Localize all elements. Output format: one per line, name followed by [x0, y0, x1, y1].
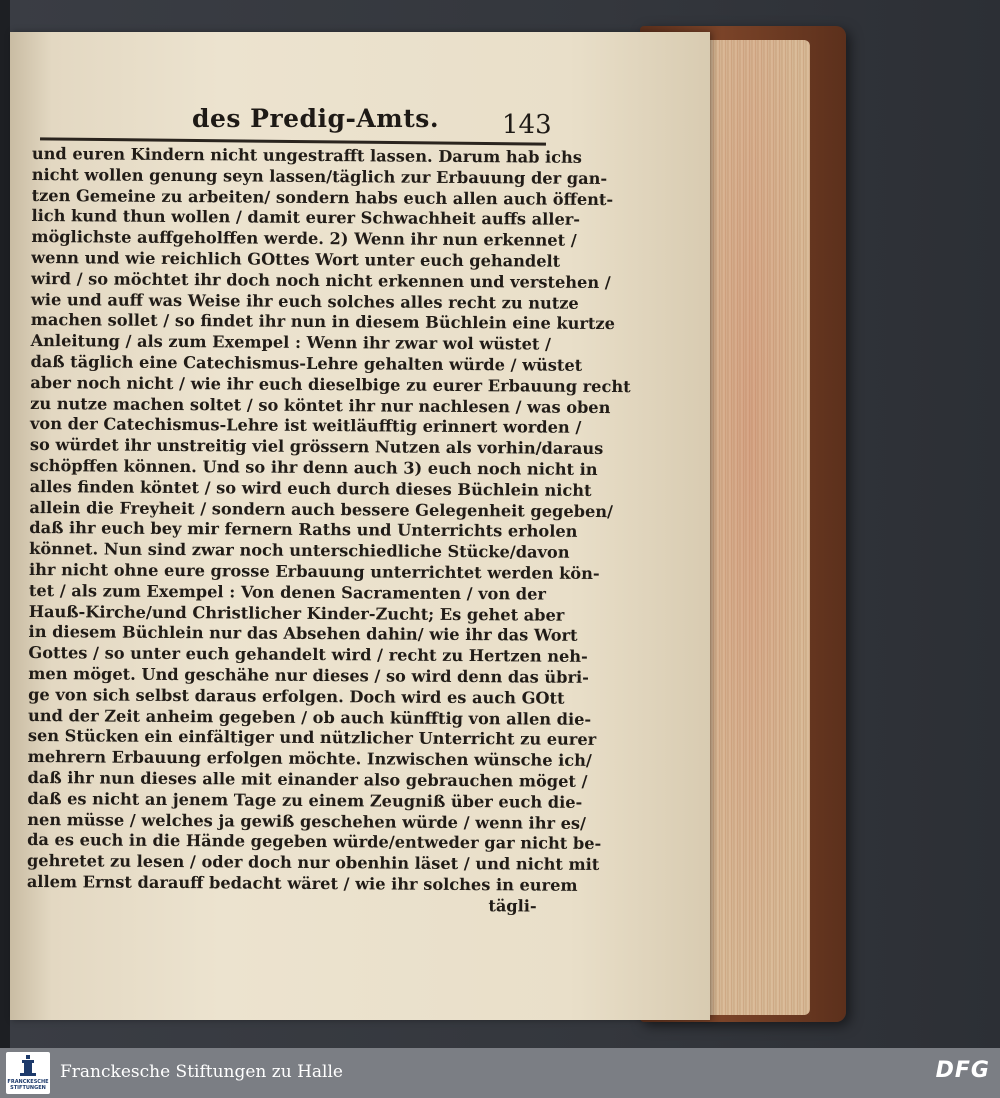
text-line: gehretet zu lesen / oder doch nur obenhin läset / und nicht mit: [26, 851, 600, 875]
institution-name[interactable]: Franckesche Stiftungen zu Halle: [60, 1062, 343, 1082]
text-line: ihr nicht ohne eure grosse Erbauung unterrichtet werden kön-: [28, 559, 600, 583]
text-line: tägli-: [488, 895, 537, 916]
text-line: wird / so möchtet ihr doch noch nicht erkennen und verstehen /: [30, 268, 611, 292]
text-line: men möget. Und geschähe nur dieses / so wird denn das übri-: [28, 663, 589, 687]
text-line: wie und auff was Weise ihr euch solches alles recht zu nutze: [30, 289, 579, 313]
text-line: so würdet ihr unstreitig viel grössern Nutzen als vorhin/daraus: [29, 435, 604, 459]
text-line: lich kund thun wollen / damit eurer Schwachheit auffs aller-: [31, 206, 581, 230]
franckesche-logo[interactable]: [6, 1052, 50, 1094]
text-line: Gottes / so unter euch gehandelt wird / recht zu Hertzen neh-: [28, 643, 588, 667]
text-line: daß ihr euch bey mir fernern Raths und Unterrichts erholen: [29, 518, 578, 542]
institution-emblem-icon: [19, 1055, 37, 1077]
dfg-logo[interactable]: DFG: [935, 1058, 990, 1083]
text-line: sen Stücken ein einfältiger und nützlicher Unterricht zu eurer: [27, 726, 597, 750]
left-margin-strip: [0, 0, 10, 1048]
text-line: alles finden köntet / so wird euch durch dieses Büchlein nicht: [29, 476, 592, 500]
text-line: daß täglich eine Catechismus-Lehre gehalten würde / wüstet: [30, 351, 583, 375]
text-line: machen sollet / so findet ihr nun in diesem Büchlein eine kurtze: [30, 310, 615, 334]
logo-caption: [6, 1079, 50, 1091]
text-line: zu nutze machen soltet / so köntet ihr nur nachlesen / was oben: [30, 393, 611, 417]
text-line: möglichste auffgeholffen werde. 2) Wenn ihr nun erkennet /: [31, 227, 577, 250]
text-line: Hauß-Kirche/und Christlicher Kinder-Zucht; Es gehet aber: [28, 601, 565, 625]
text-line: allein die Freyheit / sondern auch bessere Gelegenheit gegeben/: [29, 497, 614, 521]
text-line: daß ihr nun dieses alle mit einander also gebrauchen möget /: [27, 767, 588, 791]
text-line: nen müsse / welches ja gewiß geschehen würde / wenn ihr es/: [27, 809, 587, 833]
text-line: könnet. Nun sind zwar noch unterschiedliche Stücke/davon: [29, 539, 570, 562]
text-line: schöpffen können. Und so ihr denn auch 3) euch noch nicht in: [29, 455, 598, 479]
text-line: daß es nicht an jenem Tage zu einem Zeugniß über euch die-: [27, 788, 583, 812]
text-line: ge von sich selbst daraus erfolgen. Doch wird es auch GOtt: [28, 684, 565, 708]
text-line: und der Zeit anheim gegeben / ob auch künfftig von allen die-: [27, 705, 592, 729]
text-line: nicht wollen genung seyn lassen/täglich zur Erbauung der gan-: [31, 164, 608, 188]
text-line: tzen Gemeine zu arbeiten/ sondern habs euch allen auch öffent-: [31, 185, 614, 209]
text-line: tet / als zum Exempel : Von denen Sacramenten / von der: [28, 580, 547, 604]
text-line: mehrern Erbauung erfolgen möchte. Inzwischen wünsche ich/: [27, 747, 592, 771]
page-header: [40, 82, 550, 142]
running-title: des Predig-Amts.: [192, 104, 440, 133]
text-line: Anleitung / als zum Exempel : Wenn ihr zwar wol wüstet /: [30, 331, 552, 354]
text-line: wenn und wie reichlich GOttes Wort unter euch gehandelt: [31, 247, 561, 271]
text-line: von der Catechismus-Lehre ist weitläufftig erinnert worden /: [29, 414, 582, 438]
body-text: [26, 144, 631, 917]
text-line: und euren Kindern nicht ungestrafft lassen. Darum hab ichs: [31, 144, 583, 167]
page-number: 143: [502, 110, 552, 140]
logo-text-line1: FRANCKESCHE: [7, 1079, 49, 1085]
footer-bar: [0, 1048, 1000, 1098]
logo-text-line2: STIFTUNGEN: [10, 1085, 46, 1091]
text-line: da es euch in die Hände gegeben würde/entweder gar nicht be-: [27, 830, 602, 854]
text-line: in diesem Büchlein nur das Absehen dahin/ wie ihr das Wort: [28, 622, 578, 646]
text-line: allem Ernst darauff bedacht wäret / wie ihr solches in eurem: [26, 871, 578, 895]
book-page: [10, 32, 710, 1020]
text-line: aber noch nicht / wie ihr euch dieselbige zu eurer Erbauung recht: [30, 372, 631, 396]
